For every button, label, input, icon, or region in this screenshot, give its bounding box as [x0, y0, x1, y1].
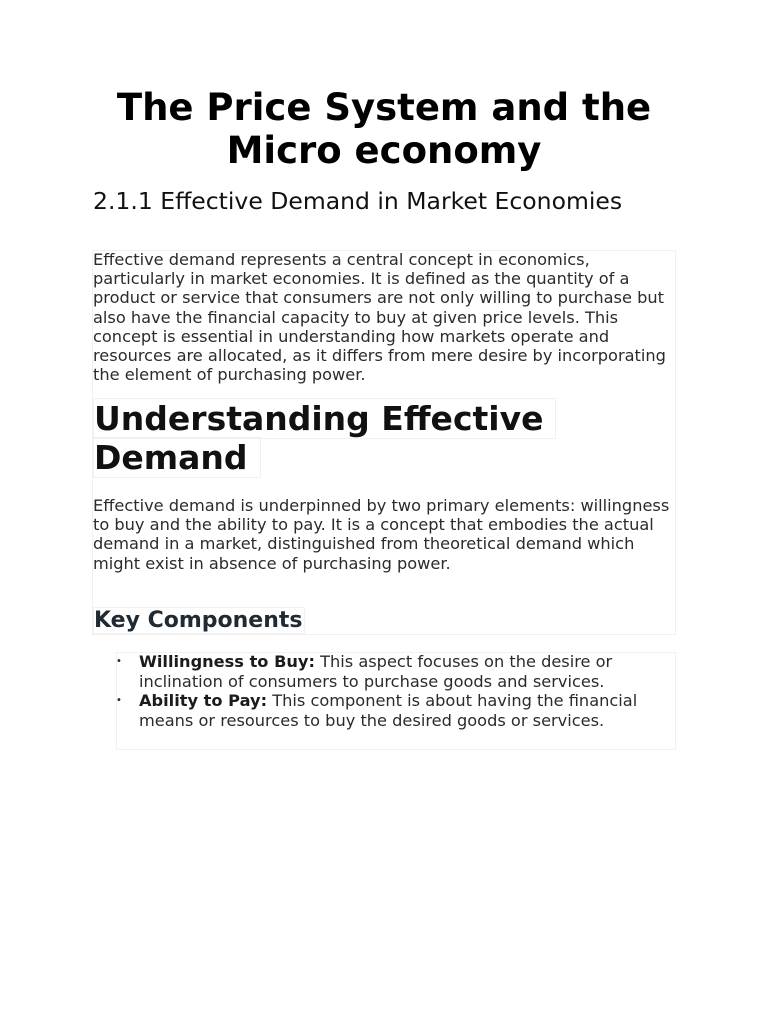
key-components-heading-text: Key Components [93, 607, 305, 634]
list-item [116, 652, 676, 691]
list-item-term: Ability to Pay: [139, 691, 268, 710]
intro-paragraph: Effective demand represents a central concept in economics, particularly in market economies. It is defined as the quantity of a product or service that consumers are not only willing to purchase but also have the financial capacity to buy at given price levels. This concept is essential in understanding how markets operate and resources are allocated, as it differs from mere desire by incorporating the element of purchasing power. [93, 250, 666, 385]
section-heading [93, 400, 556, 477]
key-components-list [116, 652, 676, 730]
section-subtitle: 2.1.1 Effective Demand in Market Economies [93, 187, 623, 215]
section-heading-line-2: Demand [93, 437, 261, 478]
section-paragraph: Effective demand is underpinned by two primary elements: willingness to buy and the ability to pay. It is a concept that embodies the actual demand in a market, distinguished from theoretical demand which might exist in absence of purchasing power. [93, 496, 670, 573]
bullet-icon: • [116, 656, 122, 667]
key-components-heading [93, 606, 305, 636]
bullet-icon: • [116, 695, 122, 706]
list-item-description: This aspect focuses on the desire or inclination of consumers to purchase goods and services. [139, 652, 613, 691]
section-heading-line-1: Understanding Effective [93, 398, 556, 439]
list-item-term: Willingness to Buy: [139, 652, 315, 671]
document-title: The Price System and the Micro economy [116, 86, 652, 172]
list-item [116, 691, 676, 730]
list-item-description: This component is about having the financial means or resources to buy the desired goods or services. [139, 691, 638, 730]
